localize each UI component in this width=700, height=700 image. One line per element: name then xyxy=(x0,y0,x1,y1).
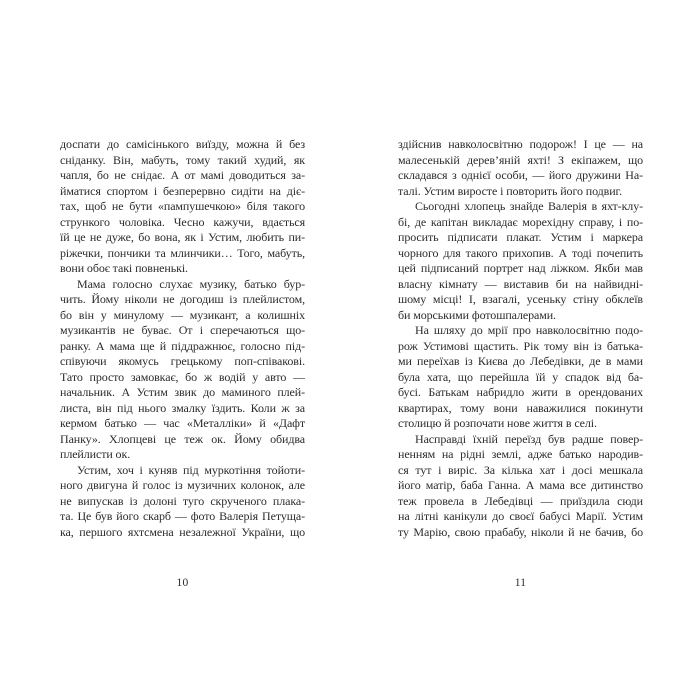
text-line: ранку. А мама ще й піддражнює, голосно під- xyxy=(60,338,305,353)
text-line: бі, де капітан викладає морехідну справу, і по- xyxy=(398,214,643,229)
paragraph xyxy=(398,432,643,541)
text-line: ся тут і виріс. За кілька хат і досі мешкала xyxy=(398,462,643,477)
text-line: тах, щоб не бути «пампушечкою» біля такого xyxy=(60,199,305,213)
text-line: на літні канікули до своєї бабусі Марії. Устим xyxy=(398,509,643,523)
text-line: чорного для такого прихопив. А тоді почепить xyxy=(398,245,643,260)
text-line: ка, першого яхтсмена незалежної України, що xyxy=(60,524,305,539)
text-line: стрункого чоловіка. Чесно кажучи, вдається xyxy=(60,214,305,229)
text-line: йматися спортом і безперервно сидіти на діє- xyxy=(60,183,305,198)
text-line: Насправді їхній переїзд був радше повер- xyxy=(415,431,643,446)
text-line: малесенькій дерев’яній яхті! З екіпажем, що xyxy=(398,152,643,167)
text-line: рож Устимові щастить. Рік тому він із батька- xyxy=(398,338,643,353)
page-left-text xyxy=(60,137,305,540)
text-line: ту Марію, свою прабабу, ніколи й не бачив, бо xyxy=(398,524,643,539)
text-line: Тато просто замовкає, бо ж водій у авто — xyxy=(60,369,305,384)
text-line: просить підписати плакат. Устим і маркера xyxy=(398,230,643,244)
text-line: його матір, баба Ганна. А мама все дитинство xyxy=(398,478,643,492)
text-line: співуючи якомусь грецькому поп-співакові. xyxy=(60,354,305,368)
text-line: квартирах, тому вони наважилися покинути xyxy=(398,400,643,415)
text-line: начальник. А Устим звик до маминого плей- xyxy=(60,385,305,399)
text-line: ненням на рідні землі, адже батько народив- xyxy=(398,447,643,461)
text-line: доспати до самісінького виїзду, можна й без xyxy=(60,137,305,151)
text-line: їй це не дуже, бо вона, як і Устим, любить пи- xyxy=(60,230,305,244)
text-line: кермом батько — час «Металліки» й «Дафт xyxy=(60,416,305,430)
text-line: би морськими фотошпалерами. xyxy=(398,307,556,322)
paragraph xyxy=(60,137,305,277)
text-line: чапля, бо не снідає. А от мамі доводиться за- xyxy=(60,168,305,182)
text-line: була хата, що перейшла їй у спадок від ба- xyxy=(398,369,643,384)
text-line: бусі. Батькам набридло жити в орендованих xyxy=(398,385,643,399)
paragraph xyxy=(398,199,643,323)
text-line: столицю й розпочати нове життя в селі. xyxy=(398,416,597,430)
text-line: На шляху до мрії про навколосвітню подо- xyxy=(415,323,643,337)
text-line: цей підписаний портрет над ліжком. Якби мав xyxy=(398,261,643,275)
text-line: не випускав із долоні туго скрученого плака- xyxy=(60,493,305,508)
text-line: музикантів не буває. От і сперечаються що- xyxy=(60,323,305,337)
text-line: шому місці! І, взагалі, усеньку стіну обклеїв xyxy=(398,292,643,306)
text-line: Сьогодні хлопець знайде Валерія в яхт-клу- xyxy=(415,199,643,213)
text-line: талі. Устим виросте і повторить його подвиг. xyxy=(398,183,622,198)
page-right-number: 11 xyxy=(514,577,527,589)
page-right xyxy=(350,0,700,700)
paragraph xyxy=(60,463,305,541)
text-line: плейлисти ок. xyxy=(60,447,131,461)
paragraph xyxy=(398,137,643,199)
text-line: ного двигуна й голос із музичних колонок, але xyxy=(60,478,305,492)
text-line: ми переїхав із Києва до Лебедівки, де в мами xyxy=(398,354,643,368)
page-left-number: 10 xyxy=(176,577,189,589)
paragraph xyxy=(398,323,643,432)
text-line: Мама голосно слухає музику, батько бур- xyxy=(77,276,305,291)
text-line: листа, він під нього змалку їздить. Коли ж за xyxy=(60,400,305,415)
text-line: та. Це був його скарб — фото Валерія Петуща- xyxy=(60,509,305,523)
text-line: бо він у минулому — музикант, а колишніх xyxy=(60,307,305,322)
text-line: чить. Йому ніколи не догодиш із плейлистом, xyxy=(60,292,305,306)
text-line: здійснив навколосвітню подорож! І це — на xyxy=(398,137,643,151)
text-line: сніданку. Він, мабуть, тому такий худий, як xyxy=(60,152,305,167)
text-line: власну кімнату — виставив би на найвидні- xyxy=(398,276,643,291)
text-line: Устим, хоч і куняв під муркотіння тойоти- xyxy=(77,462,305,477)
text-line: ріжечки, пончики та млинчики… Того, мабуть, xyxy=(60,245,305,260)
text-line: складався з однієї особи, — його дружини На- xyxy=(398,168,643,182)
text-line: теж провела в Лебедівці — приїздила сюди xyxy=(398,493,643,508)
paragraph xyxy=(60,277,305,463)
text-line: Панку». Хлопцеві це теж ок. Йому обидва xyxy=(60,431,305,446)
page-right-text xyxy=(398,137,643,540)
text-line: вони обоє такі повненькі. xyxy=(60,261,188,275)
